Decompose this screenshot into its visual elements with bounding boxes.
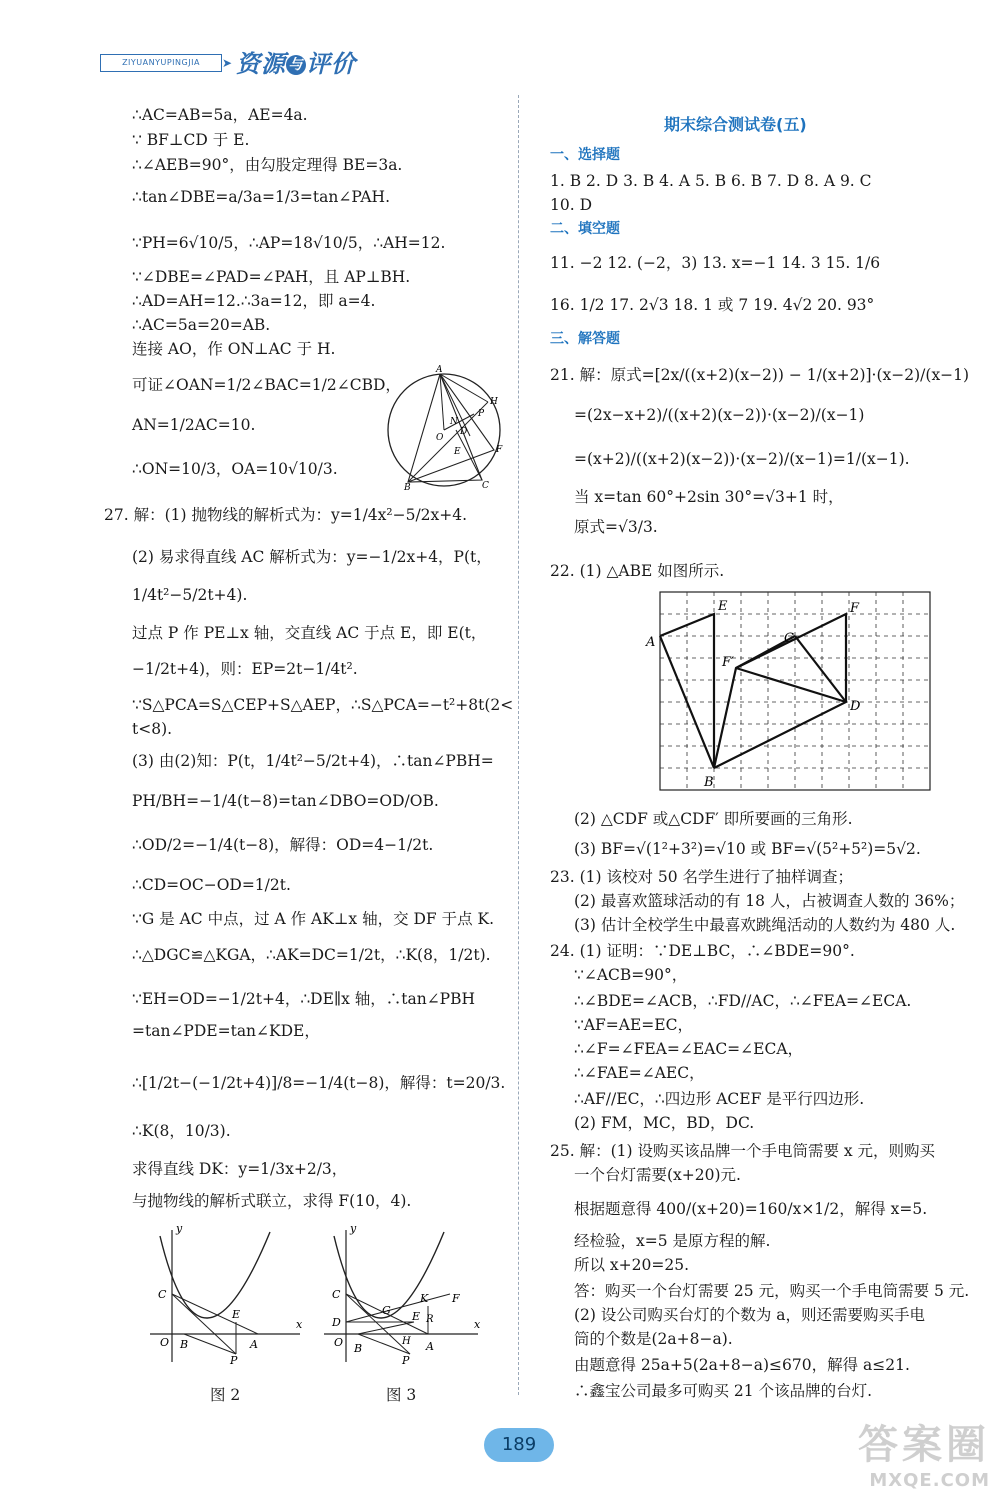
answer-line: 筒的个数是(2a+8−a). — [574, 1330, 733, 1348]
section-heading: 三、解答题 — [550, 331, 620, 347]
label-e: E — [454, 447, 461, 457]
label-d: D — [460, 427, 468, 437]
label-h: H — [490, 397, 498, 407]
answer-line: 11. −2 12. (−2，3) 13. x=−1 14. 3 15. 1/6 — [550, 254, 881, 272]
left-line: ∴K(8，10/3). — [132, 1122, 231, 1140]
brand-title — [236, 44, 356, 79]
left-line: (3) 由(2)知：P(t，1/4t²−5/2t+4)，∴tan∠PBH= — [132, 752, 494, 770]
left-line: AN=1/2AC=10. — [132, 416, 256, 434]
watermark-cn: 答案圈 — [858, 1422, 990, 1468]
figure-3 — [318, 1222, 488, 1382]
answer-line: (2) 最喜欢篮球活动的有 18 人，占被调查人数的 36%； — [574, 892, 965, 910]
label-c: C — [482, 481, 489, 491]
answer-line: ∵∠ACB=90°， — [574, 966, 688, 984]
svg-text:E: E — [412, 1310, 421, 1323]
svg-text:C: C — [784, 631, 794, 646]
figure-3-caption: 图 3 — [386, 1386, 417, 1404]
left-line: ∴CD=OC−OD=1/2t. — [132, 876, 291, 894]
answer-line: 当 x=tan 60°+2sin 30°=√3+1 时， — [574, 488, 844, 506]
answer-line: (2) 设公司购买台灯的个数为 a，则还需要购买手电 — [574, 1306, 926, 1324]
section-heading: 二、填空题 — [550, 221, 620, 237]
svg-text:P: P — [230, 1354, 238, 1367]
answer-line: 24. (1) 证明：∵DE⊥BC，∴∠BDE=90°. — [550, 942, 855, 960]
svg-text:x: x — [474, 1318, 481, 1331]
label-n: N — [450, 417, 458, 427]
left-line: (2) 易求得直线 AC 解析式为：y=−1/2x+4，P(t， — [132, 548, 492, 566]
column-divider — [518, 95, 519, 1395]
answer-line: ∴∠BDE=∠ACB，∴FD//AC，∴∠FEA=∠ECA. — [574, 992, 912, 1010]
watermark-url: MXQE.COM — [869, 1470, 990, 1491]
left-line: ∴ON=10/3，OA=10√10/3. — [132, 460, 338, 478]
answer-line: =(x+2)/((x+2)(x−2))·(x−2)/(x−1)=1/(x−1). — [574, 450, 910, 468]
svg-text:D: D — [332, 1316, 341, 1329]
svg-text:B: B — [354, 1342, 363, 1355]
brand-en: ZIYUANYUPINGJIA — [100, 54, 222, 72]
answer-line: 答：购买一个台灯需要 25 元，购买一个手电筒需要 5 元. — [574, 1282, 970, 1300]
left-line: 可证∠OAN=1/2∠BAC=1/2∠CBD， — [132, 376, 401, 394]
svg-text:x: x — [296, 1318, 303, 1331]
answer-line: (2) △CDF 或△CDF′ 即所要画的三角形. — [574, 810, 853, 828]
left-line: ∴[1/2t−(−1/2t+4)]/8=−1/4(t−8)，解得：t=20/3. — [132, 1074, 506, 1092]
svg-text:y: y — [350, 1222, 357, 1235]
left-line: t<8). — [132, 720, 173, 738]
left-line: 与抛物线的解析式联立，求得 F(10，4). — [132, 1192, 412, 1210]
svg-text:D: D — [850, 699, 861, 714]
label-a: A — [436, 365, 443, 375]
svg-text:P: P — [402, 1354, 410, 1367]
left-line: ∵G 是 AC 中点，过 A 作 AK⊥x 轴，交 DF 于点 K. — [132, 910, 495, 928]
answer-line: (3) 估计全校学生中最喜欢跳绳活动的人数约为 480 人. — [574, 916, 956, 934]
svg-text:E: E — [232, 1308, 241, 1321]
left-line: PH/BH=−1/4(t−8)=tan∠DBO=OD/OB. — [132, 792, 439, 810]
answer-line: ∴鑫宝公司最多可购买 21 个该品牌的台灯. — [574, 1382, 873, 1400]
svg-text:E: E — [718, 599, 728, 614]
svg-text:O: O — [334, 1336, 344, 1349]
watermark — [858, 1413, 990, 1491]
left-line: 求得直线 DK：y=1/3x+2/3， — [132, 1160, 348, 1178]
svg-text:F: F — [850, 601, 860, 616]
svg-text:A: A — [426, 1340, 434, 1353]
label-f: F — [496, 445, 503, 455]
svg-text:C: C — [158, 1288, 167, 1301]
answer-line: 所以 x+20=25. — [574, 1256, 690, 1274]
answer-line: ∴∠F=∠FEA=∠EAC=∠ECA， — [574, 1040, 804, 1058]
svg-text:A: A — [646, 635, 656, 650]
left-line: ∴∠AEB=90°，由勾股定理得 BE=3a. — [132, 156, 403, 174]
answer-line: ∵AF=AE=EC， — [574, 1016, 693, 1034]
brand-cn-2: 评价 — [306, 50, 356, 78]
answer-line: 10. D — [550, 196, 593, 214]
answer-line: 21. 解：原式=[2x/((x+2)(x−2)) − 1/(x+2)]·(x−2)/(x−1) — [550, 366, 970, 384]
brand-amp: 与 — [286, 55, 306, 75]
svg-text:F: F — [452, 1292, 460, 1305]
answer-line: =(2x−x+2)/((x+2)(x−2))·(x−2)/(x−1) — [574, 406, 865, 424]
svg-text:R: R — [426, 1314, 434, 1325]
figure-2 — [140, 1222, 310, 1382]
svg-text:F′: F′ — [722, 655, 734, 670]
left-line: ∵∠DBE=∠PAD=∠PAH，且 AP⊥BH. — [132, 268, 411, 286]
svg-text:y: y — [176, 1222, 183, 1235]
left-line: ∴AD=AH=12.∴3a=12，即 a=4. — [132, 292, 376, 310]
svg-text:H: H — [402, 1336, 411, 1347]
answer-line: 23. (1) 该校对 50 名学生进行了抽样调查； — [550, 868, 854, 886]
left-line: −1/2t+4)，则：EP=2t−1/4t². — [132, 660, 358, 678]
answer-line: 由题意得 25a+5(2a+8−a)≤670，解得 a≤21. — [574, 1356, 910, 1374]
answer-line: 16. 1/2 17. 2√3 18. 1 或 7 19. 4√2 20. 93° — [550, 296, 875, 314]
answer-line: 经检验，x=5 是原方程的解. — [574, 1232, 771, 1250]
page-header — [100, 42, 400, 82]
left-line: 1/4t²−5/2t+4). — [132, 586, 248, 604]
answer-line: 根据题意得 400/(x+20)=160/x×1/2，解得 x=5. — [574, 1200, 928, 1218]
figure-2-caption: 图 2 — [210, 1386, 241, 1404]
left-line: ∴AC=5a=20=AB. — [132, 316, 271, 334]
answer-line: 原式=√3/3. — [574, 518, 658, 536]
answer-line: (2) FM，MC，BD，DC. — [574, 1114, 755, 1132]
answer-line: ∴∠FAE=∠AEC， — [574, 1064, 705, 1082]
answer-line: 一个台灯需要(x+20)元. — [574, 1166, 741, 1184]
left-line: ∴tan∠DBE=a/3a=1/3=tan∠PAH. — [132, 188, 390, 206]
left-line: ∴OD/2=−1/4(t−8)，解得：OD=4−1/2t. — [132, 836, 434, 854]
label-p: P — [478, 409, 485, 419]
grid-figure — [640, 588, 950, 798]
left-line: ∴AC=AB=5a，AE=4a. — [132, 106, 308, 124]
left-line: 连接 AO，作 ON⊥AC 于 H. — [132, 340, 336, 358]
svg-text:K: K — [420, 1292, 429, 1305]
left-line: 过点 P 作 PE⊥x 轴，交直线 AC 于点 E，即 E(t， — [132, 624, 487, 642]
label-b: B — [404, 483, 411, 492]
left-line: ∵S△PCA=S△CEP+S△AEP，∴S△PCA=−t²+8t(2< — [132, 696, 514, 714]
arrow-icon: ➤ — [222, 56, 233, 70]
svg-text:O: O — [160, 1336, 170, 1349]
svg-text:B: B — [180, 1338, 189, 1351]
left-line: =tan∠PDE=tan∠KDE， — [132, 1022, 320, 1040]
exam-title: 期末综合测试卷(五) — [664, 115, 807, 134]
left-line: ∵EH=OD=−1/2t+4，∴DE∥x 轴，∴tan∠PBH — [132, 990, 476, 1008]
circle-figure — [382, 362, 512, 492]
section-heading: 一、选择题 — [550, 147, 620, 163]
left-line: ∵ BF⊥CD 于 E. — [132, 131, 250, 149]
answer-line: 1. B 2. D 3. B 4. A 5. B 6. B 7. D 8. A 9. C — [550, 172, 872, 190]
svg-text:C: C — [332, 1288, 341, 1301]
svg-text:A: A — [250, 1338, 258, 1351]
svg-text:B: B — [704, 775, 714, 790]
left-line: 27. 解：(1) 抛物线的解析式为：y=1/4x²−5/2x+4. — [104, 506, 468, 524]
brand-cn-1: 资源 — [236, 50, 286, 78]
left-line: ∵PH=6√10/5，∴AP=18√10/5，∴AH=12. — [132, 234, 446, 252]
svg-text:G: G — [382, 1304, 391, 1317]
left-line: ∴△DGC≌△KGA，∴AK=DC=1/2t，∴K(8，1/2t). — [132, 946, 491, 964]
answer-line: (3) BF=√(1²+3²)=√10 或 BF=√(5²+5²)=5√2. — [574, 840, 921, 858]
answer-line: ∴AF//EC，∴四边形 ACEF 是平行四边形. — [574, 1090, 865, 1108]
page-number: 189 — [484, 1428, 554, 1462]
label-o: O — [436, 433, 444, 443]
answer-line: 22. (1) △ABE 如图所示. — [550, 562, 725, 580]
answer-line: 25. 解：(1) 设购买该品牌一个手电筒需要 x 元，则购买 — [550, 1142, 936, 1160]
